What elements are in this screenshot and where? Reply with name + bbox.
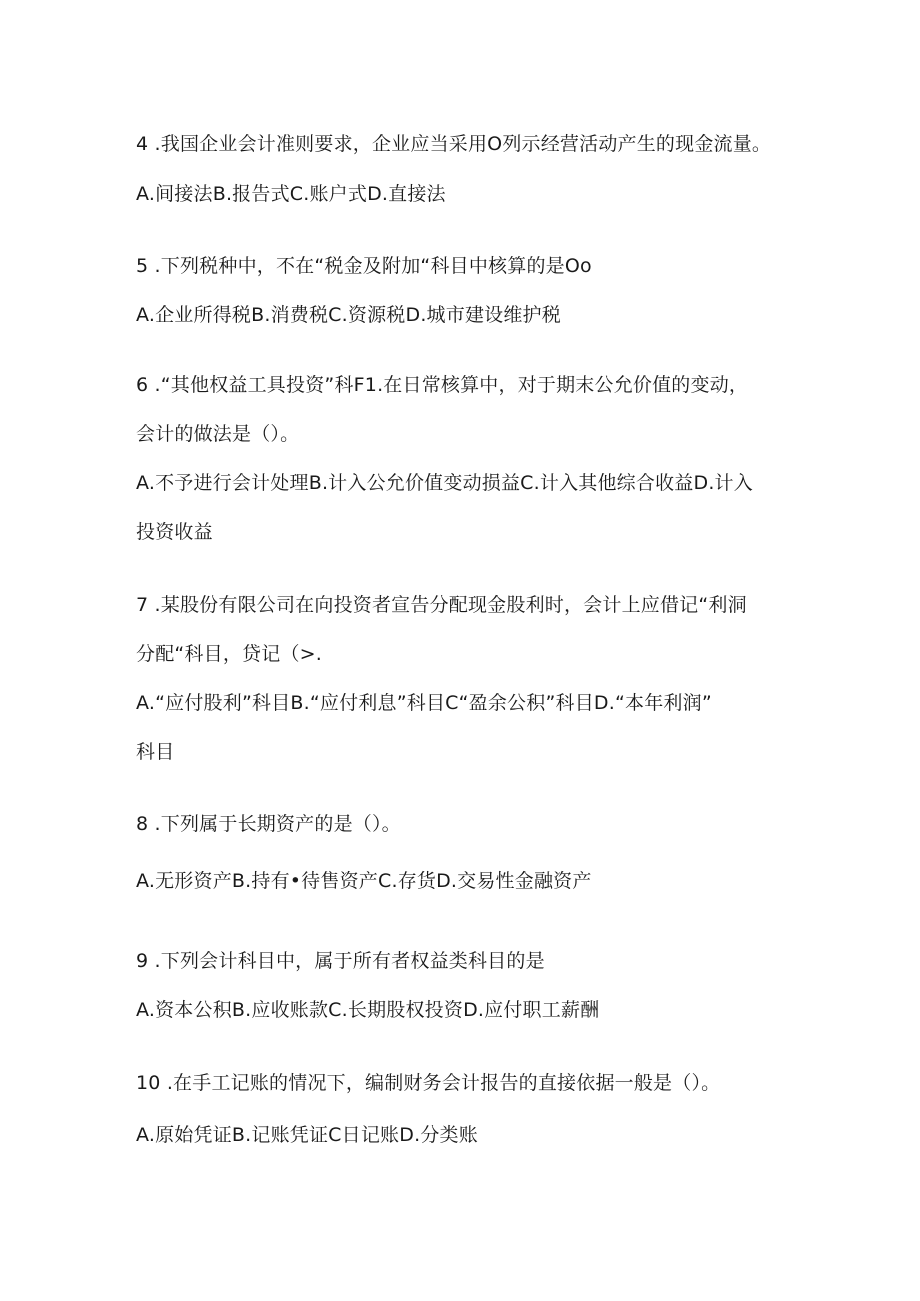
question-6-options-line-2: 投资收益 — [136, 521, 213, 543]
question-5-options-line-1: A.企业所得税B.消费税C.资源税D.城市建设维护税 — [136, 304, 561, 326]
question-4-stem-line-1: 4 .我国企业会计准则要求，企业应当采用O列示经营活动产生的现金流量。 — [136, 133, 772, 155]
question-6-stem-line-2: 会计的做法是（）。 — [136, 423, 300, 445]
question-9-options-line-1: A.资本公积B.应收账款C.长期股权投资D.应付职工薪酬 — [136, 999, 600, 1021]
question-4-options-line-1: A.间接法B.报告式C.账户式D.直接法 — [136, 183, 446, 205]
question-10-options-line-1: A.原始凭证B.记账凭证C日记账D.分类账 — [136, 1124, 478, 1146]
question-8-options-line-1: A.无形资产B.持有•待售资产C.存货D.交易性金融资产 — [136, 870, 592, 892]
question-7-options-line-1: A.“应付股利”科目B.“应付利息”科目C“盈余公积”科目D.“本年利润” — [136, 692, 712, 714]
question-7-options-line-2: 科目 — [136, 741, 175, 763]
question-7-stem-line-1: 7 .某股份有限公司在向投资者宣告分配现金股利时，会计上应借记“利洞 — [136, 594, 747, 616]
question-9-stem-line-1: 9 .下列会计科目中，属于所有者权益类科目的是 — [136, 950, 545, 972]
question-7-stem-line-2: 分配“科目，贷记（>. — [136, 643, 323, 665]
question-6-options-line-1: A.不予进行会计处理B.计入公允价值变动损益C.计入其他综合收益D.计入 — [136, 472, 753, 494]
question-6-stem-line-1: 6 .“其他权益工具投资”科F1.在日常核算中，对于期末公允价值的变动， — [136, 374, 749, 396]
question-5-stem-line-1: 5 .下列税种中，不在“税金及附加“科目中核算的是Oo — [136, 255, 592, 277]
question-8-stem-line-1: 8 .下列属于长期资产的是（）。 — [136, 813, 401, 835]
question-10-stem-line-1: 10 .在手工记账的情况下，编制财务会计报告的直接依据一般是（）。 — [136, 1072, 721, 1094]
